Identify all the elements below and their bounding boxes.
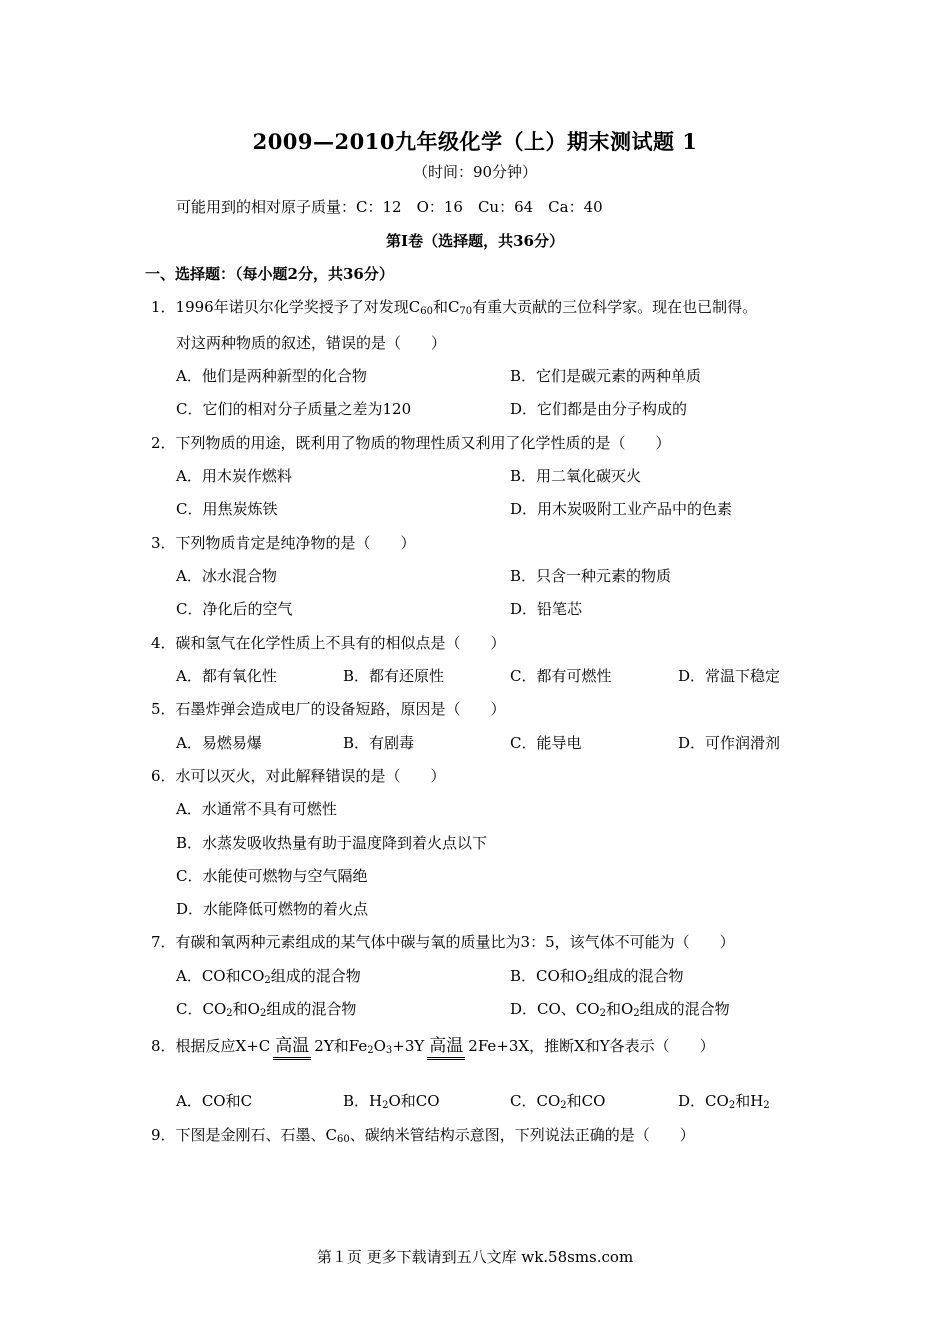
q6-option-c: C．水能使可燃物与空气隔绝 bbox=[176, 867, 368, 885]
q4-option-d: D．常温下稳定 bbox=[678, 667, 781, 685]
q4-option-a: A．都有氧化性 bbox=[176, 667, 277, 685]
page-footer: 第１页 更多下载请到五八文库 wk.58sms.com bbox=[316, 1248, 634, 1266]
q2-option-b: B．用二氧化碳灭火 bbox=[510, 467, 642, 485]
q5-option-c: C．能导电 bbox=[510, 734, 582, 752]
question-7: 7．有碳和氧两种元素组成的某气体中碳与氧的质量比为3：5，该气体不可能为（ ） bbox=[151, 933, 735, 951]
q3-option-a: A．冰水混合物 bbox=[176, 567, 277, 585]
q3-option-d: D．铅笔芯 bbox=[510, 600, 583, 618]
q8-option-a: A．CO和C bbox=[176, 1092, 253, 1110]
q7-option-a: A．CO和$CO_2$组成的混合物 bbox=[176, 967, 361, 986]
q6-option-b: B．水蒸发吸收热量有助于温度降到着火点以下 bbox=[176, 834, 488, 852]
question-2: 2．下列物质的用途，既利用了物质的物理性质又利用了化学性质的是（ ） bbox=[151, 434, 671, 452]
q3-option-b: B．只含一种元素的物质 bbox=[510, 567, 672, 585]
question-5: 5．石墨炸弹会造成电厂的设备短路，原因是（ ） bbox=[151, 700, 506, 718]
q5-option-d: D．可作润滑剂 bbox=[678, 734, 781, 752]
question-4: 4．碳和氢气在化学性质上不具有的相似点是（ ） bbox=[151, 634, 506, 652]
q2-option-c: C．用焦炭炼铁 bbox=[176, 500, 278, 518]
q4-option-c: C．都有可燃性 bbox=[510, 667, 612, 685]
q6-option-a: A．水通常不具有可燃性 bbox=[176, 800, 337, 818]
q7-option-b: B．CO和$O_2$组成的混合物 bbox=[510, 967, 684, 986]
volume-heading: 第Ⅰ卷（选择题，共36分） bbox=[386, 232, 564, 250]
question-8: 8．根据反应X+C 高温 2Y和$Fe_2O_3+3Y$ 高温 2Fe+3X，推断X和Y各表示（ ） bbox=[151, 1036, 715, 1056]
q2-option-d: D．用木炭吸附工业产品中的色素 bbox=[510, 500, 733, 518]
q7-option-c: C．$CO_2$和$O_2$组成的混合物 bbox=[176, 1000, 357, 1019]
reaction-condition-2: 高温 bbox=[429, 1036, 464, 1056]
q1-option-b: B．它们是碳元素的两种单质 bbox=[510, 367, 702, 385]
q8-option-c: C．$CO_2$和CO bbox=[510, 1092, 606, 1111]
q8-option-d: D．$CO_2$和$H_2$ bbox=[678, 1092, 770, 1111]
question-1-continued: 对这两种物质的叙述，错误的是（ ） bbox=[176, 334, 447, 352]
q4-option-b: B．都有还原性 bbox=[343, 667, 445, 685]
q7-option-d: D．CO、$CO_2$和$O_2$组成的混合物 bbox=[510, 1000, 730, 1019]
page-title: 2009—2010九年级化学（上）期末测试题 1 bbox=[252, 129, 698, 154]
question-1: 1．1996年诺贝尔化学奖授予了对发现$C_{60}$和$C_{70}$有重大贡献的三位科学家。现在也已制得。 bbox=[151, 298, 758, 317]
q5-option-b: B．有剧毒 bbox=[343, 734, 415, 752]
question-9: 9．下图是金刚石、石墨、$C_{60}$、碳纳米管结构示意图，下列说法正确的是（ ） bbox=[151, 1126, 695, 1145]
exam-time: （时间：90分钟） bbox=[412, 163, 538, 181]
q1-option-d: D．它们都是由分子构成的 bbox=[510, 400, 688, 418]
section-heading: 一、选择题：（每小题2分，共36分） bbox=[145, 265, 394, 283]
q5-option-a: A．易燃易爆 bbox=[176, 734, 262, 752]
q8-option-b: B．$H_2O$和CO bbox=[343, 1092, 440, 1111]
reaction-condition-1: 高温 bbox=[275, 1036, 310, 1056]
q3-option-c: C．净化后的空气 bbox=[176, 600, 293, 618]
q1-option-a: A．他们是两种新型的化合物 bbox=[176, 367, 367, 385]
q6-option-d: D．水能降低可燃物的着火点 bbox=[176, 900, 369, 918]
question-6: 6．水可以灭火，对此解释错误的是（ ） bbox=[151, 767, 446, 785]
question-3: 3．下列物质肯定是纯净物的是（ ） bbox=[151, 534, 416, 552]
atomic-masses: 可能用到的相对原子质量：C：12 O：16 Cu：64 Ca：40 bbox=[176, 198, 603, 216]
q2-option-a: A．用木炭作燃料 bbox=[176, 467, 292, 485]
q1-option-c: C．它们的相对分子质量之差为120 bbox=[176, 400, 412, 418]
